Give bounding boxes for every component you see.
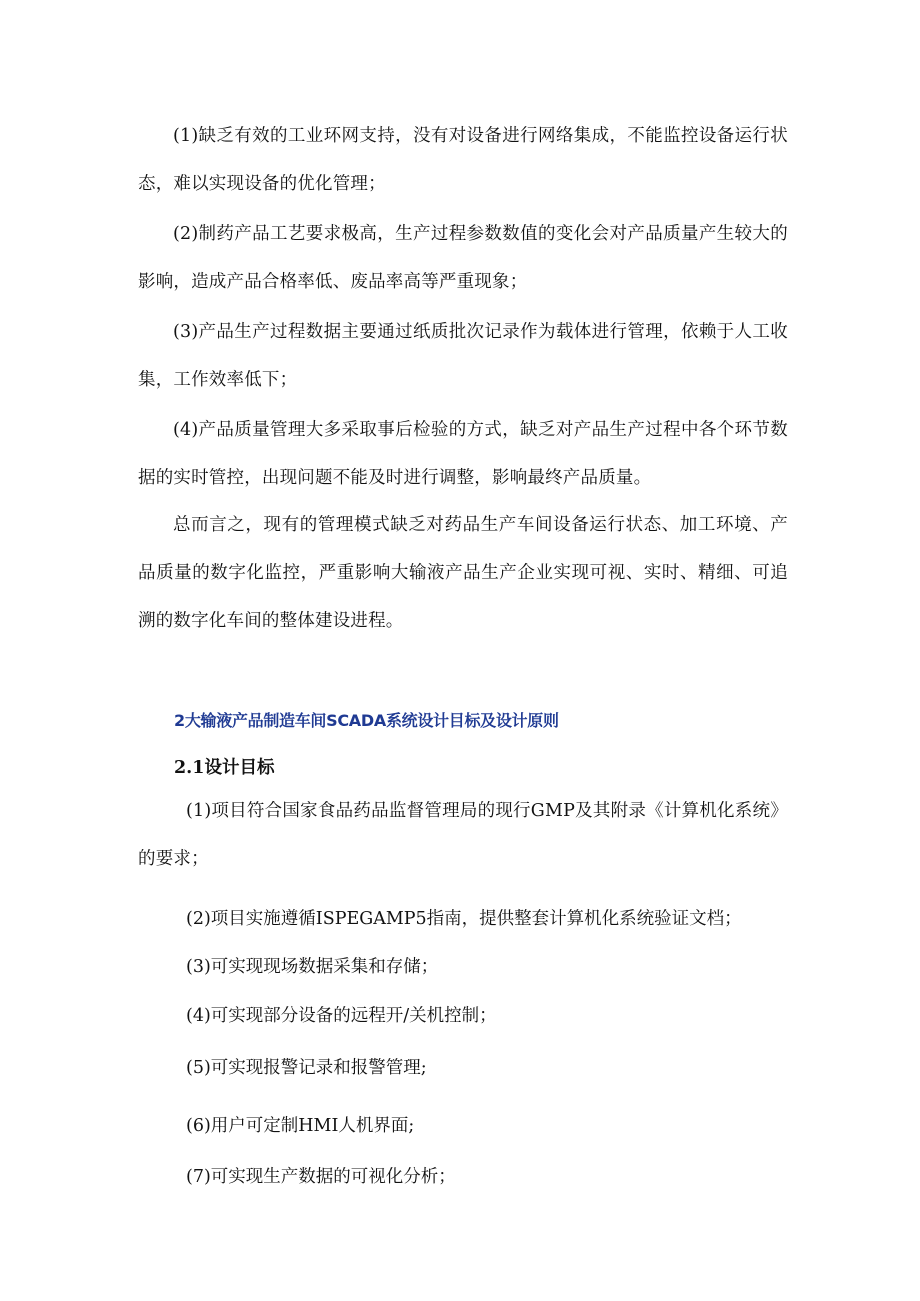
goal-item-3: (3)可实现现场数据采集和存储； xyxy=(186,957,439,977)
summary-paragraph: 总而言之，现有的管理模式缺乏对药品生产车间设备运行状态、加工环境、产品质量的数字化监控，严重影响大输液产品生产企业实现可视、实时、精细、可追溯的数字化车间的整体建设进程。 xyxy=(138,515,788,631)
goal-item-7: (7)可实现生产数据的可视化分析； xyxy=(186,1167,456,1187)
goal-item-5: (5)可实现报警记录和报警管理; xyxy=(186,1058,427,1078)
problem-paragraph-1: (1)缺乏有效的工业环网支持，没有对设备进行网络集成，不能监控设备运行状态，难以实现设备的优化管理； xyxy=(138,126,788,194)
section-subheading: 2.1设计目标 xyxy=(174,758,275,778)
problem-paragraph-3: (3)产品生产过程数据主要通过纸质批次记录作为载体进行管理，依赖于人工收集，工作效率低下； xyxy=(138,322,788,390)
problem-paragraph-2: (2)制药产品工艺要求极高，生产过程参数数值的变化会对产品质量产生较大的影响，造成产品合格率低、废品率高等严重现象； xyxy=(138,224,788,292)
goal-item-6: (6)用户可定制HMI人机界面; xyxy=(186,1116,415,1136)
goal-item-2: (2)项目实施遵循ISPEGAMP5指南，提供整套计算机化系统验证文档； xyxy=(186,909,742,929)
section-heading: 2大输液产品制造车间SCADA系统设计目标及设计原则 xyxy=(174,711,559,730)
problem-paragraph-4: (4)产品质量管理大多采取事后检验的方式，缺乏对产品生产过程中各个环节数据的实时管控，出现问题不能及时进行调整，影响最终产品质量。 xyxy=(138,420,788,488)
goal-item-1: (1)项目符合国家食品药品监督管理局的现行GMP及其附录《计算机化系统》的要求； xyxy=(138,801,788,869)
goal-item-4: (4)可实现部分设备的远程开/关机控制； xyxy=(186,1006,497,1026)
